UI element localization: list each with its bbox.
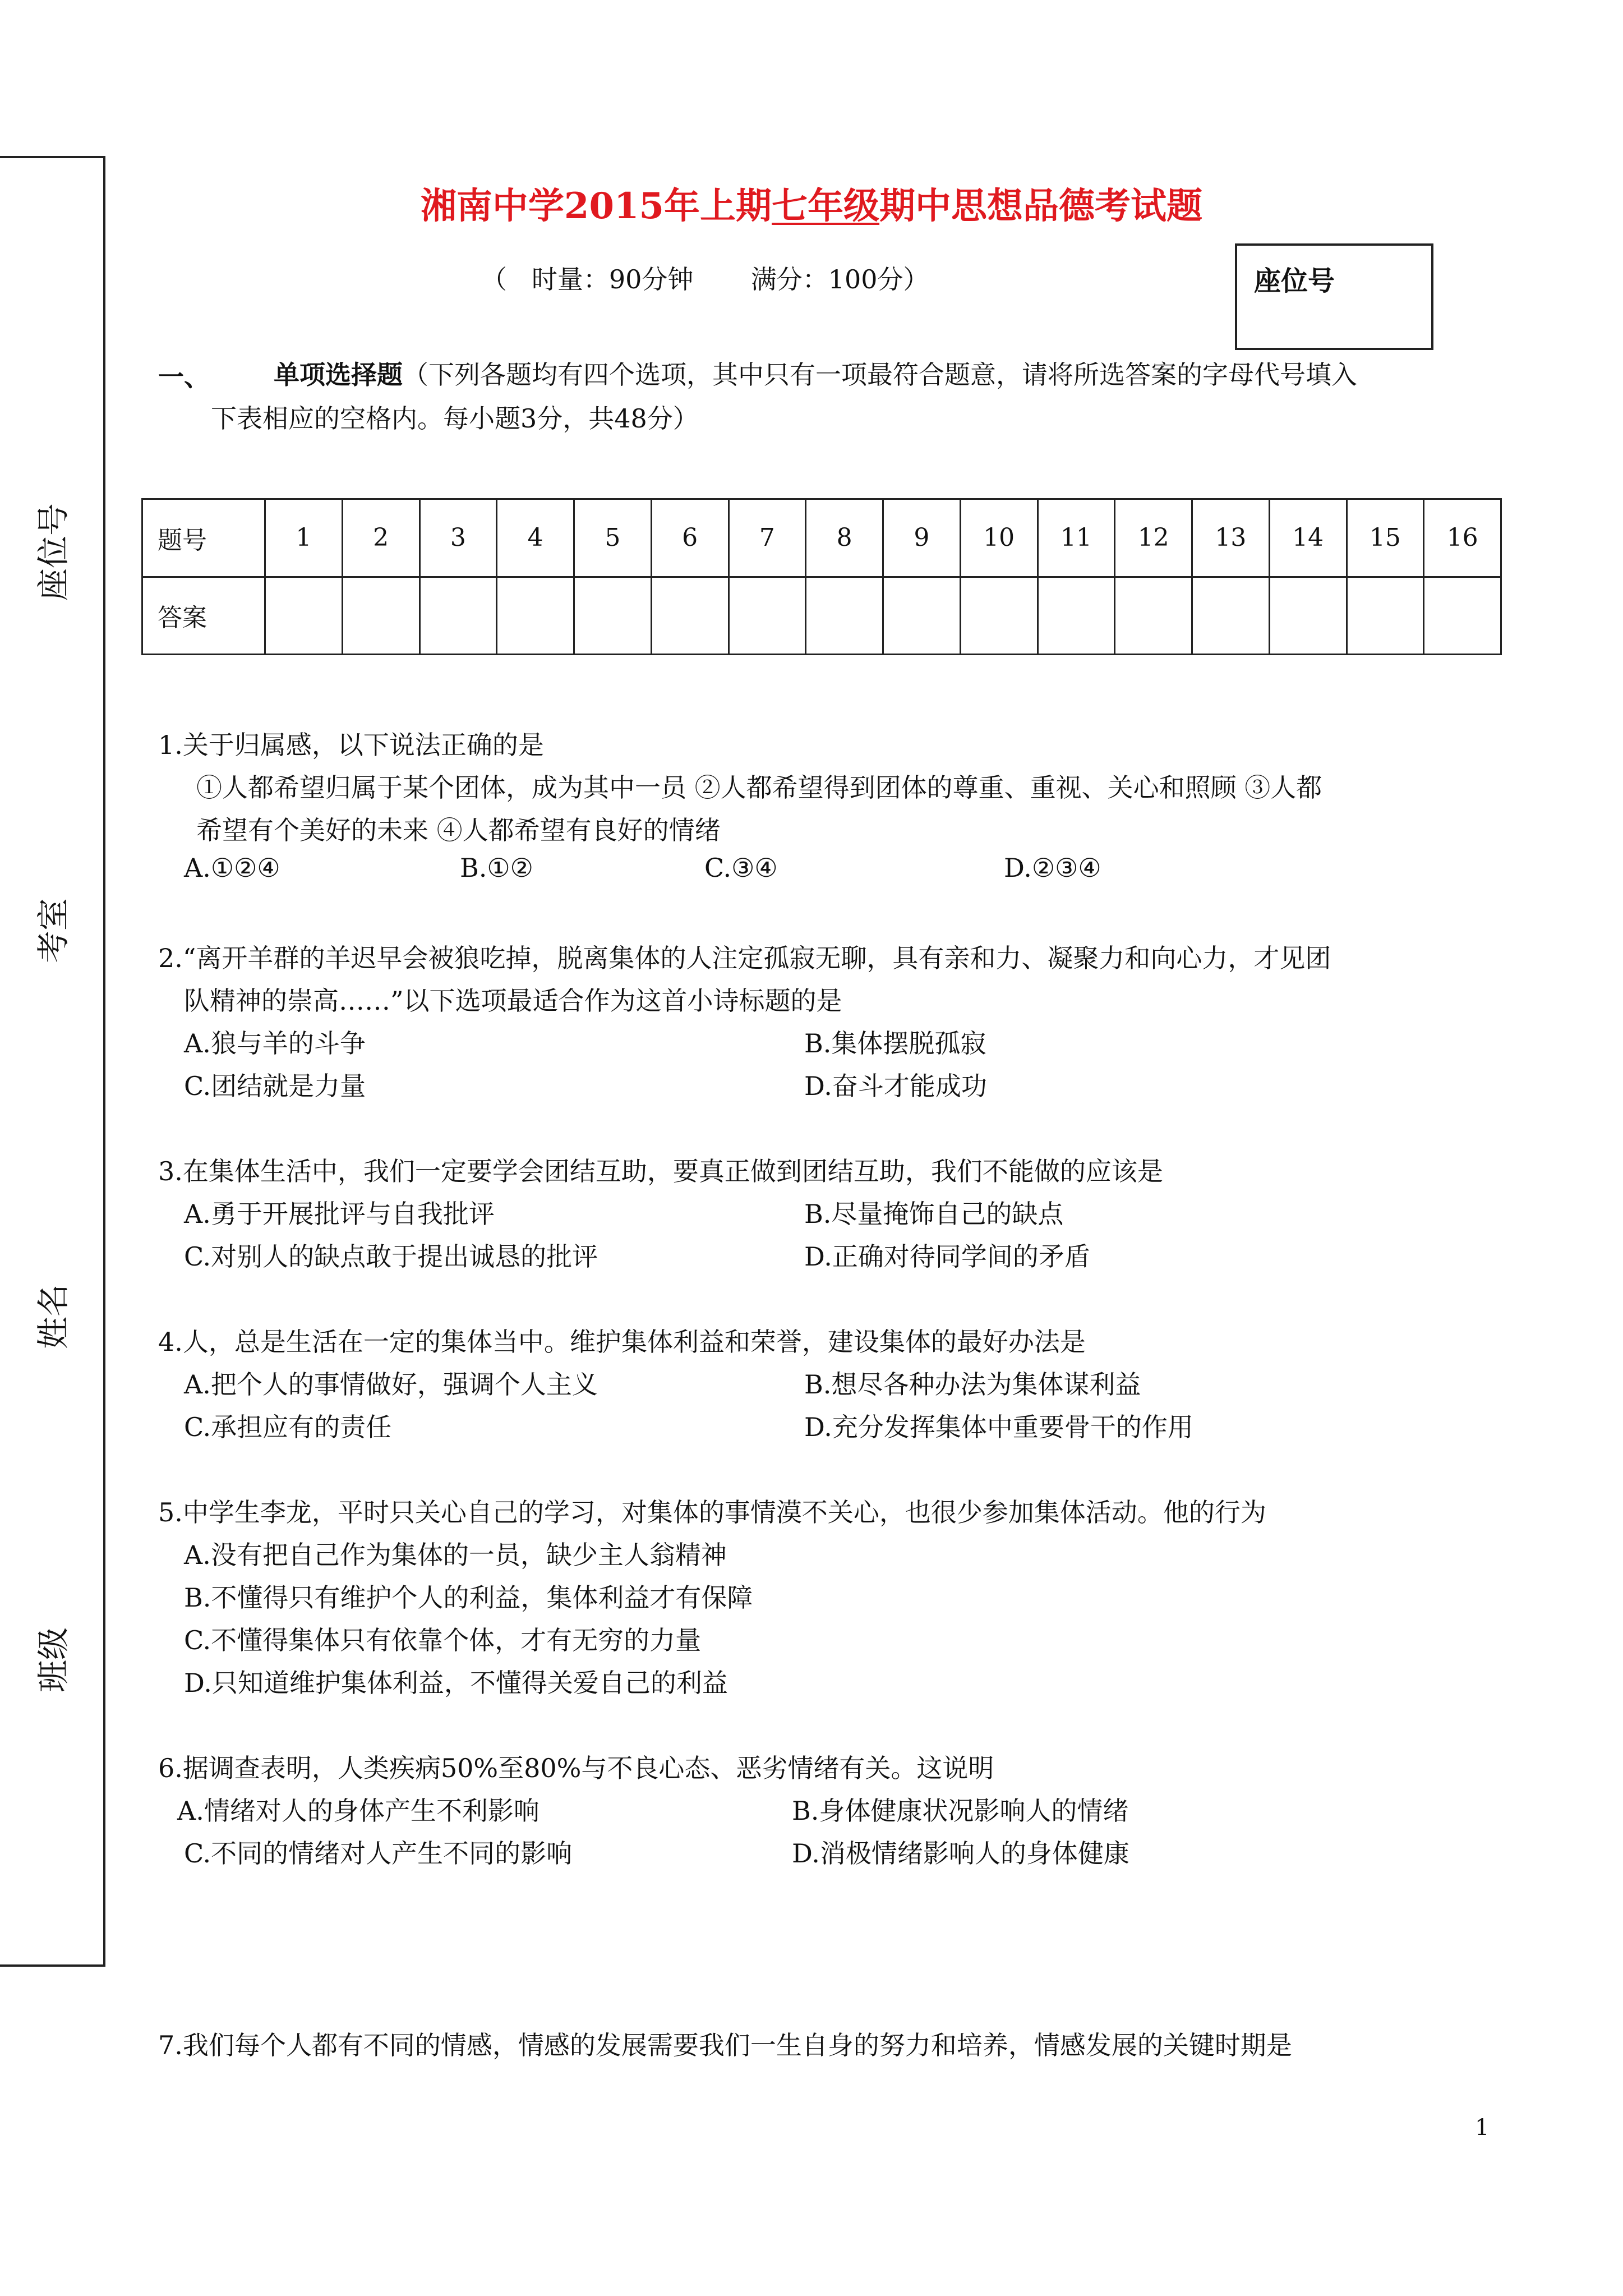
answer-header: 答案 [142, 577, 265, 655]
question-2-option-a[interactable]: A.狼与羊的斗争 [184, 1028, 366, 1059]
question-2-stem: 2.“离开羊群的羊迟早会被狼吃掉，脱离集体的人注定孤寂无聊，具有亲和力、凝聚力和向心力，才见团 [158, 943, 1331, 973]
answer-cell[interactable] [1269, 577, 1347, 655]
question-6-option-b[interactable]: B.身体健康状况影响人的情绪 [792, 1796, 1129, 1826]
question-2-stem-cont: 队精神的崇高……”以下选项最适合作为这首小诗标题的是 [184, 986, 842, 1016]
page-number: 1 [1475, 2115, 1490, 2141]
answer-cell[interactable] [960, 577, 1038, 655]
seat-number-label: 座位号 [34, 503, 72, 601]
answer-cell[interactable] [342, 577, 419, 655]
section-instructions-cont: 下表相应的空格内。每小题3分，共48分） [211, 403, 699, 434]
section-number: 一、 [158, 362, 210, 392]
answer-table [141, 498, 1502, 655]
answer-cell[interactable] [265, 577, 343, 655]
question-number-cell: 15 [1347, 499, 1424, 577]
answer-cell[interactable] [574, 577, 652, 655]
question-1-statements-cont: 希望有个美好的未来 ④人都希望有良好的情绪 [196, 815, 721, 845]
question-2-option-d[interactable]: D.奋斗才能成功 [804, 1071, 987, 1101]
question-7-stem: 7.我们每个人都有不同的情感，情感的发展需要我们一生自身的努力和培养，情感发展的关键时期是 [158, 2030, 1292, 2060]
answer-cell[interactable] [1192, 577, 1270, 655]
question-number-cell: 13 [1192, 499, 1270, 577]
question-number-cell: 2 [342, 499, 419, 577]
question-3-option-a[interactable]: A.勇于开展批评与自我批评 [184, 1199, 495, 1229]
question-1-option-c[interactable]: C.③④ [704, 853, 778, 883]
question-5-option-b[interactable]: B.不懂得只有维护个人的利益，集体利益才有保障 [184, 1582, 753, 1613]
question-5-option-c[interactable]: C.不懂得集体只有依靠个体，才有无穷的力量 [184, 1625, 702, 1655]
answer-table-answer-row [142, 577, 1501, 655]
answer-cell[interactable] [728, 577, 806, 655]
answer-cell[interactable] [419, 577, 497, 655]
answer-cell[interactable] [883, 577, 961, 655]
question-number-cell: 5 [574, 499, 652, 577]
question-2-option-b[interactable]: B.集体摆脱孤寂 [804, 1028, 986, 1059]
question-number-cell: 14 [1269, 499, 1347, 577]
question-3-stem: 3.在集体生活中，我们一定要学会团结互助，要真正做到团结互助，我们不能做的应该是 [158, 1156, 1163, 1186]
question-6-option-c[interactable]: C.不同的情绪对人产生不同的影响 [184, 1838, 573, 1869]
question-number-cell: 6 [651, 499, 728, 577]
seat-number-box-label: 座位号 [1254, 265, 1335, 297]
question-4-option-a[interactable]: A.把个人的事情做好，强调个人主义 [184, 1369, 598, 1400]
answer-cell[interactable] [1115, 577, 1192, 655]
question-number-cell: 8 [806, 499, 883, 577]
question-number-cell: 16 [1424, 499, 1501, 577]
class-label: 班级 [34, 1627, 72, 1693]
section-instructions: 单项选择题（下列各题均有四个选项，其中只有一项最符合题意，请将所选答案的字母代号填入 [274, 360, 1357, 390]
question-1-stem: 1.关于归属感，以下说法正确的是 [158, 730, 544, 760]
question-1-option-a[interactable]: A.①②④ [184, 853, 280, 883]
question-5-stem: 5.中学生李龙，平时只关心自己的学习，对集体的事情漠不关心，也很少参加集体活动。他的行为 [158, 1497, 1266, 1527]
question-5-option-d[interactable]: D.只知道维护集体利益，不懂得关爱自己的利益 [184, 1668, 728, 1698]
binding-strip [0, 156, 105, 1967]
question-number-cell: 1 [265, 499, 343, 577]
question-number-cell: 7 [728, 499, 806, 577]
question-4-option-c[interactable]: C.承担应有的责任 [184, 1412, 392, 1442]
time-and-score-info: （ 时量：90分钟 满分：100分） [481, 264, 929, 295]
question-1-option-d[interactable]: D.②③④ [1004, 853, 1101, 883]
answer-cell[interactable] [1347, 577, 1424, 655]
question-5-option-a[interactable]: A.没有把自己作为集体的一员，缺少主人翁精神 [184, 1540, 727, 1570]
answer-cell[interactable] [651, 577, 728, 655]
question-1-statements: ①人都希望归属于某个团体，成为其中一员 ②人都希望得到团体的尊重、重视、关心和照顾 ③人都 [196, 772, 1322, 803]
question-2-option-c[interactable]: C.团结就是力量 [184, 1071, 366, 1101]
question-3-option-c[interactable]: C.对别人的缺点敢于提出诚恳的批评 [184, 1241, 598, 1272]
question-number-header: 题号 [142, 499, 265, 577]
answer-table-number-row [142, 499, 1501, 577]
question-4-option-b[interactable]: B.想尽各种办法为集体谋利益 [804, 1369, 1141, 1400]
answer-cell[interactable] [497, 577, 574, 655]
question-number-cell: 11 [1038, 499, 1115, 577]
answer-cell[interactable] [806, 577, 883, 655]
exam-room-label: 考室 [34, 898, 72, 964]
answer-cell[interactable] [1424, 577, 1501, 655]
question-6-option-d[interactable]: D.消极情绪影响人的身体健康 [792, 1838, 1129, 1869]
seat-number-box[interactable] [1235, 243, 1433, 350]
answer-cell[interactable] [1038, 577, 1115, 655]
question-3-option-b[interactable]: B.尽量掩饰自己的缺点 [804, 1199, 1064, 1229]
question-6-option-a[interactable]: A.情绪对人的身体产生不利影响 [177, 1796, 540, 1826]
student-name-label: 姓名 [34, 1283, 72, 1350]
question-number-cell: 9 [883, 499, 961, 577]
page-title: 湘南中学2015年上期七年级期中思想品德考试题 [420, 185, 1203, 227]
question-4-stem: 4.人，总是生活在一定的集体当中。维护集体利益和荣誉，建设集体的最好办法是 [158, 1327, 1086, 1357]
question-1-option-b[interactable]: B.①② [460, 853, 533, 883]
question-6-stem: 6.据调查表明，人类疾病50%至80%与不良心态、恶劣情绪有关。这说明 [158, 1753, 994, 1783]
question-number-cell: 10 [960, 499, 1038, 577]
question-number-cell: 4 [497, 499, 574, 577]
question-4-option-d[interactable]: D.充分发挥集体中重要骨干的作用 [804, 1412, 1193, 1442]
question-number-cell: 3 [419, 499, 497, 577]
question-number-cell: 12 [1115, 499, 1192, 577]
question-3-option-d[interactable]: D.正确对待同学间的矛盾 [804, 1241, 1090, 1272]
